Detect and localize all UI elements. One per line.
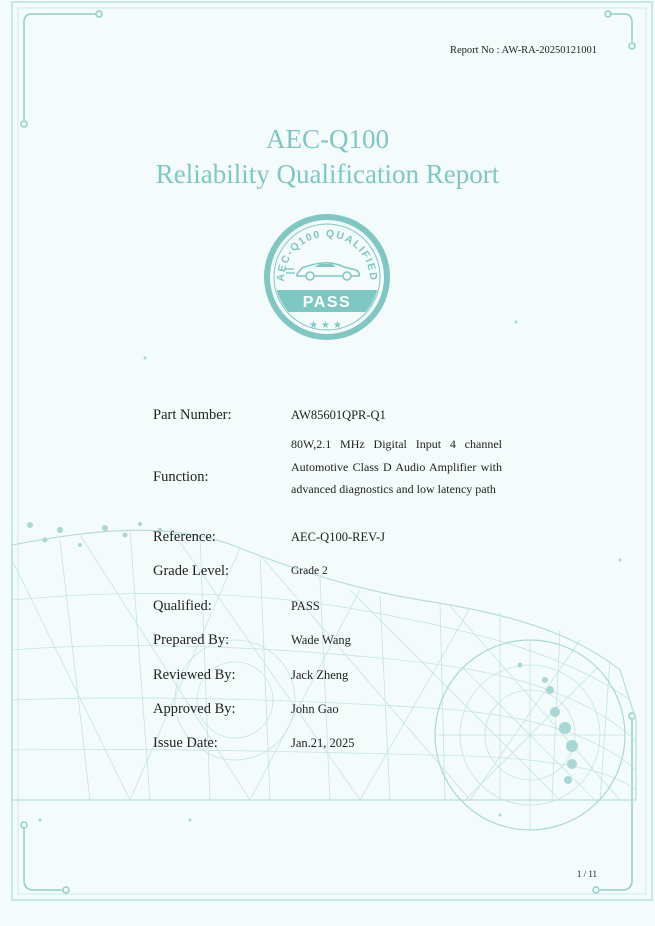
field-value: PASS — [291, 599, 320, 613]
field-label: Function: — [153, 469, 209, 485]
field-value: AW85601QPR-Q1 — [291, 408, 386, 422]
field-label: Grade Level: — [153, 563, 230, 579]
corner-ornament-bottom-right — [593, 713, 635, 893]
field-value: Wade Wang — [291, 633, 351, 647]
page-number: 1 / 11 — [576, 869, 597, 879]
field-value: Jan.21, 2025 — [291, 736, 355, 750]
seal-arc-text: AEC-Q100 QUALIFIED — [274, 227, 380, 282]
report-number: Report No : AW-RA-20250121001 — [449, 45, 597, 56]
seal-stars: ★★★ — [309, 320, 345, 331]
field-value: AEC-Q100-REV-J — [291, 530, 385, 544]
field-label: Approved By: — [153, 701, 236, 717]
qualified-seal-badge — [262, 212, 392, 342]
field-label: Reference: — [153, 529, 216, 545]
field-label: Part Number: — [153, 407, 232, 423]
field-value: 80W,2.1 MHz Digital Input 4 channel Automotive Class D Audio Amplifier with advanced diagnostics and low latency path — [291, 437, 502, 496]
seal-status-text: PASS — [302, 294, 352, 311]
corner-ornament-top-left — [21, 11, 102, 127]
corner-ornament-top-right — [605, 11, 635, 49]
field-value: Jack Zheng — [291, 668, 349, 682]
field-value: Grade 2 — [291, 565, 328, 577]
field-label: Issue Date: — [153, 735, 218, 751]
report-title: Reliability Qualification Report — [155, 159, 500, 189]
field-label: Reviewed By: — [153, 667, 236, 683]
corner-ornament-bottom-left — [21, 822, 69, 893]
report-title-standard: AEC-Q100 — [266, 124, 389, 154]
field-label: Qualified: — [153, 598, 212, 614]
field-label: Prepared By: — [153, 632, 230, 648]
field-value: John Gao — [291, 702, 339, 716]
